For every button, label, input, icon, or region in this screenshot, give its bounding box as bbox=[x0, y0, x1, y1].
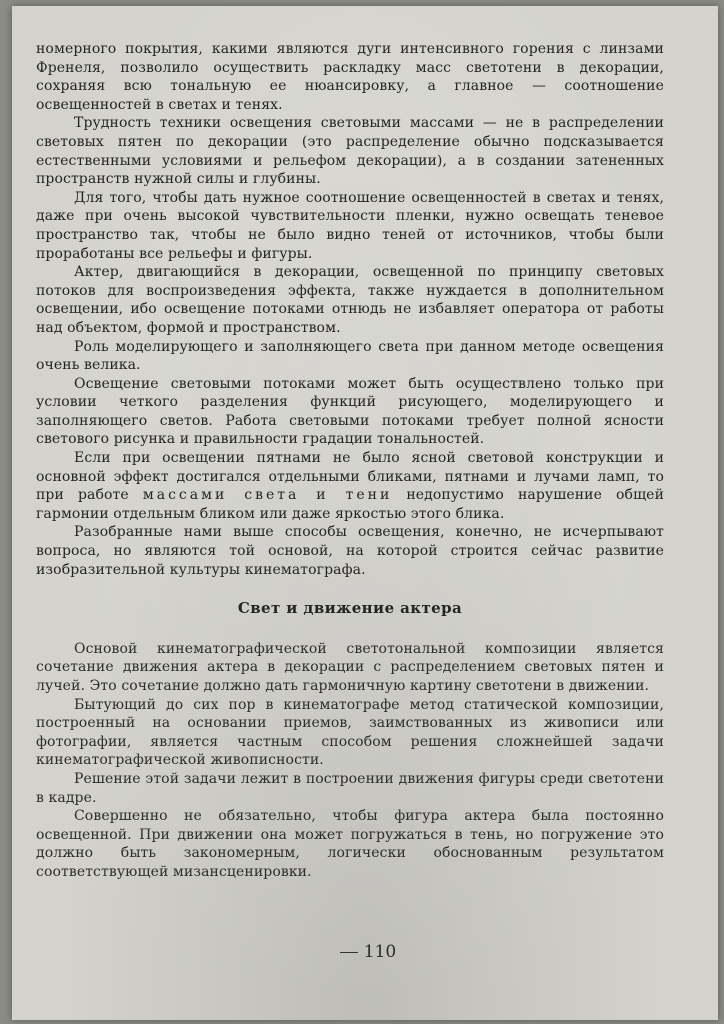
paragraph: Разобранные нами выше способы освещения, конечно, не исчерпывают вопроса, но являются той основой, на которой строится сейчас развитие изобразительной культуры кинематографа. bbox=[36, 524, 664, 578]
paragraph: Решение этой задачи лежит в построении движения фигуры среди светотени в кадре. bbox=[36, 770, 664, 806]
paragraph: Трудность техники освещения световыми массами — не в распределении световых пятен по декорации (это распределение обычно подсказывается естественными условиями и рельефом декорации), а в создании затененных пространств нужной силы и глубины. bbox=[36, 115, 664, 188]
paragraph: Роль моделирующего и заполняющего света при данном методе освещения очень велика. bbox=[36, 338, 664, 374]
section-heading: Свет и движение актера bbox=[237, 599, 463, 618]
paragraph: Актер, двигающийся в декорации, освещенной по принципу световых потоков для воспроизведения эффекта, также нуждается в дополнительном освещении, ибо освещение потоками отнюдь не избавляет оператора от работы над объектом, формой и пространством. bbox=[36, 264, 664, 336]
paragraph-text: Если при освещении пятнами не было ясной световой конструкции и основной эффект достигался отдельными бликами, пятнами и лучами ламп, то при работе bbox=[36, 450, 664, 504]
book-page bbox=[12, 6, 718, 1020]
folio-dash bbox=[340, 952, 358, 953]
paragraph: Для того, чтобы дать нужное соотношение освещенностей в светах и тенях, даже при очень высокой чувствительности пленки, нужно освещать теневое пространство так, чтобы не было видно теней от источников, чтобы были проработаны все рельефы и фигуры. bbox=[36, 189, 664, 262]
paragraph: Бытующий до сих пор в кинематографе метод статической композиции, построенный на основании приемов, заимствованных из живописи или фотографии, является частным способом решения сложнейшей задачи кинематографической живописности. bbox=[36, 696, 664, 769]
paragraph: Совершенно не обязательно, чтобы фигура актера была постоянно освещенной. При движении она может погружаться в тень, но погружение это должно быть закономерным, логически обоснованным результатом соответствующей мизансценировки. bbox=[36, 808, 664, 880]
page-number-value: 110 bbox=[363, 942, 397, 962]
emphasized-text: массами света и тени bbox=[142, 487, 393, 504]
paragraph: номерного покрытия, какими являются дуги интенсивного горения с линзами Френеля, позволило осуществить раскладку масс светотени в декорации, сохраняя всю тональную ее нюансировку, а главное — соотношение освещенностей в светах и тенях. bbox=[36, 41, 664, 113]
paragraph-text: недопустимо нарушение общей гармонии отдельным бликом или даже яркостью этого блика. bbox=[36, 487, 665, 522]
paragraph: Освещение световыми потоками может быть осуществлено только при условии четкого разделения функций рисующего, моделирующего и заполняющего светов. Работа световыми потоками требует полной ясности светового рисунка и правильности градации тональностей. bbox=[36, 375, 664, 448]
body-text bbox=[36, 40, 664, 882]
page-number bbox=[12, 942, 718, 962]
paragraph: Основой кинематографической светотональной композиции является сочетание движения актера в декорации с распределением световых пятен и лучей. Это сочетание должно дать гармоничную картину светотени в движении. bbox=[36, 640, 664, 694]
paragraph bbox=[36, 449, 664, 523]
